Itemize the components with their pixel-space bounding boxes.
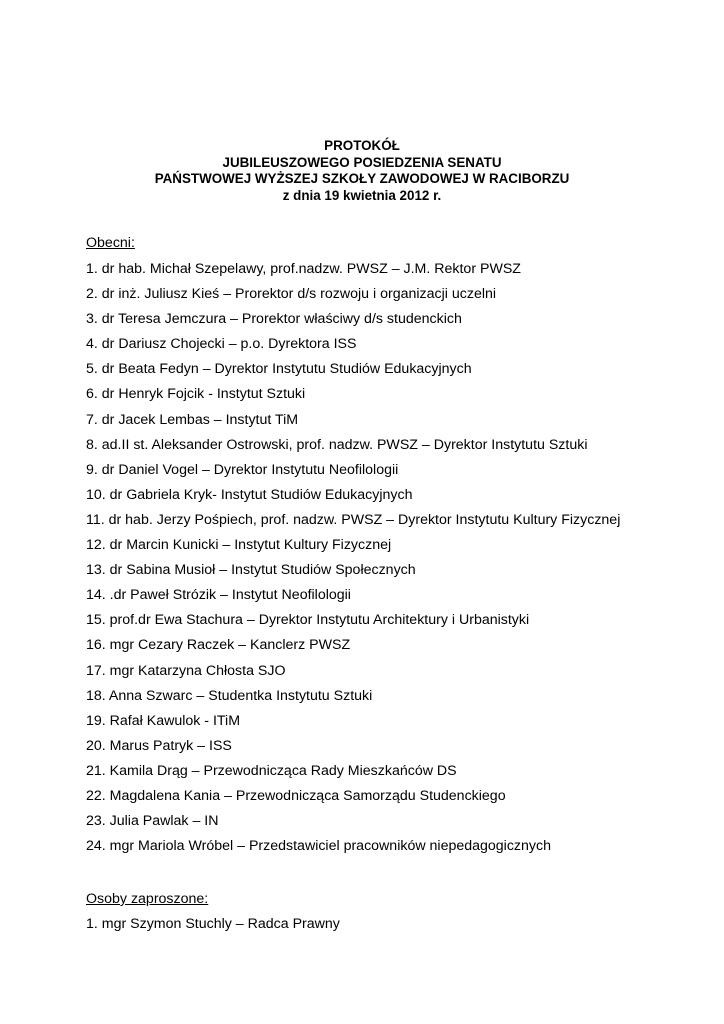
list-item: 2. dr inż. Juliusz Kieś – Prorektor d/s rozwoju i organizacji uczelni [86, 286, 497, 303]
header-subtitle: JUBILEUSZOWEGO POSIEDZENIA SENATU [222, 154, 502, 170]
list-item: 17. mgr Katarzyna Chłosta SJO [86, 662, 286, 679]
list-item: 21. Kamila Drąg – Przewodnicząca Rady Mieszkańców DS [86, 762, 457, 779]
list-item: 11. dr hab. Jerzy Pośpiech, prof. nadzw. PWSZ – Dyrektor Instytutu Kultury Fizycznej [86, 511, 621, 528]
list-item: 3. dr Teresa Jemczura – Prorektor właściwy d/s studenckich [86, 311, 462, 328]
list-item: 22. Magdalena Kania – Przewodnicząca Samorządu Studenckiego [86, 787, 506, 804]
header-date: z dnia 19 kwietnia 2012 r. [282, 188, 442, 204]
list-item: 6. dr Henryk Fojcik - Instytut Sztuki [86, 386, 306, 403]
list-item: 4. dr Dariusz Chojecki – p.o. Dyrektora ISS [86, 336, 357, 353]
present-heading: Obecni: [86, 235, 135, 251]
list-item: 23. Julia Pawlak – IN [86, 813, 219, 830]
present-list [86, 261, 620, 863]
list-item: 13. dr Sabina Musioł – Instytut Studiów Społecznych [86, 562, 416, 579]
list-item: 24. mgr Mariola Wróbel – Przedstawiciel pracowników niepedagogicznych [86, 838, 551, 855]
list-item: 1. mgr Szymon Stuchly – Radca Prawny [86, 916, 340, 932]
list-item: 15. prof.dr Ewa Stachura – Dyrektor Instytutu Architektury i Urbanistyki [86, 612, 530, 629]
invited-list [86, 916, 340, 941]
list-item: 16. mgr Cezary Raczek – Kanclerz PWSZ [86, 637, 351, 654]
list-item: 18. Anna Szwarc – Studentka Instytutu Sztuki [86, 687, 373, 704]
list-item: 19. Rafał Kawulok - ITiM [86, 712, 241, 729]
list-item: 9. dr Daniel Vogel – Dyrektor Instytutu Neofilologii [86, 461, 399, 478]
list-item: 12. dr Marcin Kunicki – Instytut Kultury Fizycznej [86, 537, 392, 554]
list-item: 7. dr Jacek Lembas – Instytut TiM [86, 411, 299, 428]
document-header [0, 138, 724, 205]
list-item: 5. dr Beata Fedyn – Dyrektor Instytutu Studiów Edukacyjnych [86, 361, 472, 378]
header-institution: PAŃSTWOWEJ WYŻSZEJ SZKOŁY ZAWODOWEJ W RACIBORZU [154, 171, 570, 187]
list-item: 8. ad.II st. Aleksander Ostrowski, prof. nadzw. PWSZ – Dyrektor Instytutu Sztuki [86, 436, 588, 453]
header-title: PROTOKÓŁ [324, 138, 400, 153]
list-item: 10. dr Gabriela Kryk- Instytut Studiów Edukacyjnych [86, 486, 413, 503]
list-item: 14. .dr Paweł Strózik – Instytut Neofilologii [86, 587, 351, 604]
invited-heading: Osoby zaproszone: [86, 891, 209, 907]
list-item: 20. Marus Patryk – ISS [86, 737, 232, 754]
list-item: 1. dr hab. Michał Szepelawy, prof.nadzw. PWSZ – J.M. Rektor PWSZ [86, 261, 521, 277]
